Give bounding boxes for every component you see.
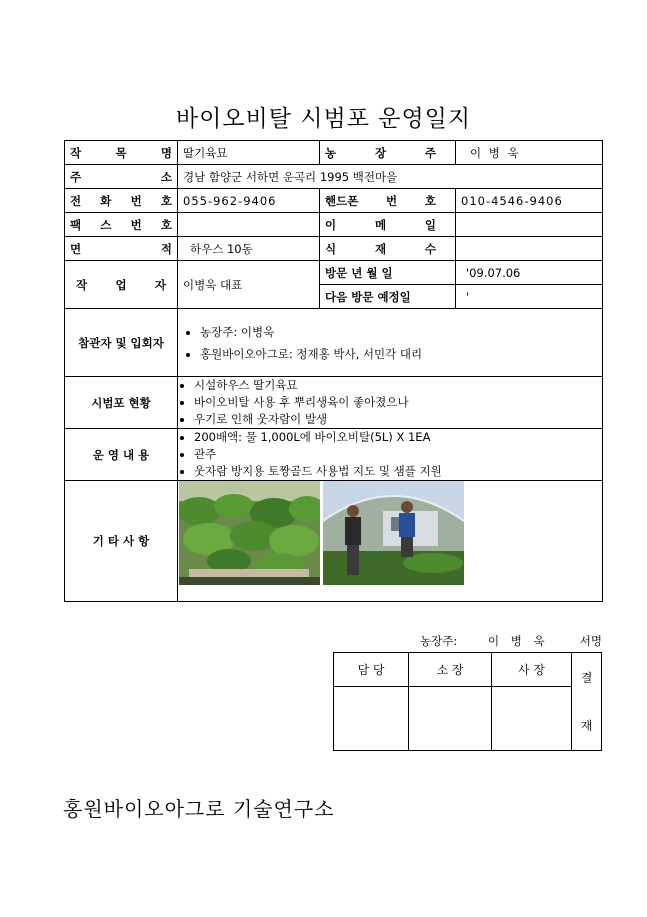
item-value: 딸기육묘 bbox=[178, 141, 320, 165]
row-address bbox=[65, 165, 603, 189]
approval-col-manager: 담 당 bbox=[334, 653, 409, 687]
row-area bbox=[65, 237, 603, 261]
address-label: 주 소 bbox=[65, 165, 178, 189]
next-visit-value: ' bbox=[456, 285, 603, 309]
approval-side-label: 결 재 bbox=[572, 653, 602, 751]
list-item: • 웃자람 방지용 토짱골드 사용법 지도 및 샘플 지원 bbox=[194, 463, 597, 480]
approval-table bbox=[333, 652, 602, 751]
photo-cell bbox=[178, 481, 603, 602]
owner-value: 이 병 욱 bbox=[456, 141, 603, 165]
owner-signature-name: 이 병 욱 bbox=[488, 634, 549, 648]
planting-label: 식 재 수 bbox=[320, 237, 456, 261]
address-value: 경남 함양군 서하면 운곡리 1995 백전마을 bbox=[178, 165, 603, 189]
mobile-label: 핸드폰 번 호 bbox=[320, 189, 456, 213]
approval-sign-box[interactable] bbox=[409, 687, 492, 751]
status-list bbox=[178, 377, 603, 429]
fax-value bbox=[178, 213, 320, 237]
document-title: 바이오비탈 시범포 운영일지 bbox=[175, 106, 472, 132]
approval-sign-box[interactable] bbox=[334, 687, 409, 751]
email-value bbox=[456, 213, 603, 237]
log-table bbox=[64, 140, 603, 602]
row-phone bbox=[65, 189, 603, 213]
list-item: • 우기로 인해 웃자람이 발생 bbox=[194, 411, 597, 428]
list-item: • 홍원바이오아그로: 정재홍 박사, 서민각 대리 bbox=[200, 343, 597, 365]
approval-col-president: 사 장 bbox=[492, 653, 572, 687]
attendees-list bbox=[178, 309, 603, 377]
list-item: • 농장주: 이병욱 bbox=[200, 321, 597, 343]
worker-value: 이병욱 대표 bbox=[178, 261, 320, 309]
row-other bbox=[65, 481, 603, 602]
list-item: • 200배액: 물 1,000L에 바이오비탈(5L) X 1EA bbox=[194, 429, 597, 446]
strawberry-seedlings-photo bbox=[179, 481, 320, 585]
owner-signature-label: 농장주: bbox=[420, 634, 458, 648]
approval-col-director: 소 장 bbox=[409, 653, 492, 687]
row-status bbox=[65, 377, 603, 429]
fax-label: 팩 스 번 호 bbox=[65, 213, 178, 237]
row-item-owner bbox=[65, 141, 603, 165]
company-footer: 홍원바이오아그로 기술연구소 bbox=[63, 797, 335, 821]
visit-date-value: '09.07.06 bbox=[456, 261, 603, 285]
email-label: 이 메 일 bbox=[320, 213, 456, 237]
list-item: • 바이오비탈 사용 후 뿌리생육이 좋아졌으나 bbox=[194, 394, 597, 411]
next-visit-label: 다음 방문 예정일 bbox=[320, 285, 456, 309]
owner-signature-line bbox=[420, 633, 602, 649]
approval-sign-box[interactable] bbox=[492, 687, 572, 751]
area-value: 하우스 10동 bbox=[178, 237, 320, 261]
greenhouse-workers-photo bbox=[323, 481, 464, 585]
phone-label: 전 화 번 호 bbox=[65, 189, 178, 213]
row-visit bbox=[65, 261, 603, 285]
row-fax bbox=[65, 213, 603, 237]
list-item: • 관주 bbox=[194, 446, 597, 463]
worker-label: 작 업 자 bbox=[65, 261, 178, 309]
operation-label: 운 영 내 용 bbox=[65, 429, 178, 481]
phone-value: 055-962-9406 bbox=[178, 189, 320, 213]
row-attendees bbox=[65, 309, 603, 377]
status-label: 시범포 현황 bbox=[65, 377, 178, 429]
item-label: 작 목 명 bbox=[65, 141, 178, 165]
signature-label: 서명 bbox=[579, 634, 602, 648]
list-item: • 시설하우스 딸기육묘 bbox=[194, 377, 597, 394]
area-label: 면 적 bbox=[65, 237, 178, 261]
planting-value bbox=[456, 237, 603, 261]
other-label: 기 타 사 항 bbox=[65, 481, 178, 602]
attendees-label: 참관자 및 입회자 bbox=[65, 309, 178, 377]
operation-list bbox=[178, 429, 603, 481]
row-operation bbox=[65, 429, 603, 481]
visit-date-label: 방문 년 월 일 bbox=[320, 261, 456, 285]
mobile-value: 010-4546-9406 bbox=[456, 189, 603, 213]
owner-label: 농 장 주 bbox=[320, 141, 456, 165]
